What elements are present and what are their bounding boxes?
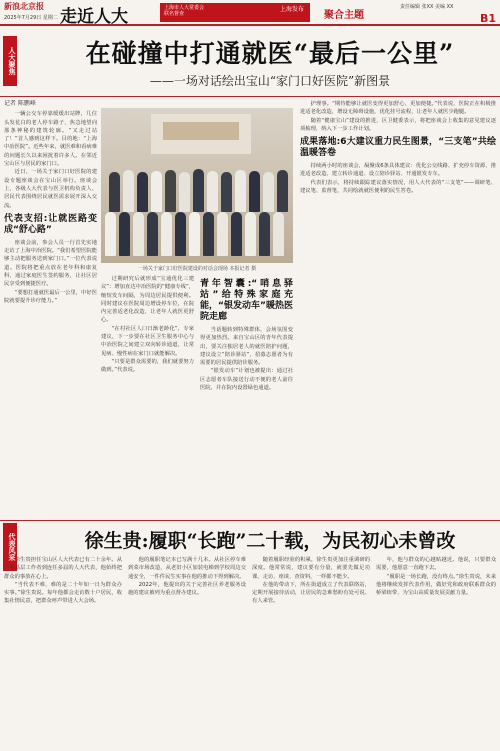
photo-person (273, 212, 284, 256)
article1-subheading-1: 代表支招:让就医路变成“舒心路” (4, 213, 97, 235)
article2-column-1 (4, 556, 122, 748)
article2-column-3 (252, 556, 370, 748)
article1-headline: 在碰撞中打通就医“最后一公里” (85, 39, 455, 68)
article1-column-2 (101, 275, 194, 520)
paragraph: 近日，一场关于家门口好医院的建设专题座谈会在宝山区举行。座谈会上，各级人大代表与医卫机构负责人、居民代表围绕居民就医需求展开深入交流。 (4, 169, 97, 209)
photo-person (133, 212, 144, 256)
photo-caption: 一场关于家门口好医院建设的对话会现场 本报记者 摄 (137, 266, 257, 272)
photo-person (249, 171, 260, 212)
photo-person (221, 172, 232, 212)
paragraph: “在村社区人口日渐老龄化”，专家建议，下一步要在社区卫生服务中心与中冶医院之间建立双向转诊通道，让常见病、慢性病在家门口就能解决。 (101, 325, 194, 357)
photo-person (109, 172, 120, 212)
photo-person (165, 170, 176, 212)
photo-person (263, 172, 274, 212)
paragraph: 随着“健康宝山”建设的推进，区卫健委表示，将把座谈会上收集的意见建议逐项梳理，纳入下一步工作计划。 (300, 117, 496, 132)
article2-column-2 (128, 556, 246, 748)
article1-column-1 (4, 100, 97, 520)
photo-person (259, 212, 270, 256)
photo-person (207, 171, 218, 212)
photo-person (161, 212, 172, 256)
topic-label: 聚合主题 (324, 10, 364, 21)
paragraph: 过期研究后就形成“宝通优化三建议”：增加直达中冶医院的“健康专线”，缩短发车间隔，为周边居民提供便利。同时建议在医院周边增设停车位，在院内完善适老化改造，让老年人就医更舒心。 (101, 276, 194, 324)
article1-column-3 (200, 275, 293, 520)
issue-date: 2025年7月29日 星期二 (4, 15, 58, 21)
photo-person (137, 172, 148, 212)
photo-person (217, 212, 228, 256)
photo-person (179, 172, 190, 212)
paragraph: 代表们表示，将持续跟踪建议落实情况，用人大代表的“三支笔”——调研笔、建议笔、监督笔，共同绘就就医便利的民生答卷。 (300, 179, 496, 195)
paper-name: 新浪北京报 (4, 1, 44, 11)
paragraph: 座谈会前，参会人员一行首先实地走访了上海中冶医院。“我们希望医院能够主动把服务送到家门口。”一位代表说道。医院将把重点放在老年科和康复科，通过家庭医生签约服务，让社区居民享受到便捷医疗。 (4, 239, 97, 288)
photo-front-row (105, 212, 289, 256)
photo-person (193, 169, 204, 212)
article1-subhead: ——一场对话绘出宝山“家门口好医院”新图景 (149, 74, 391, 88)
paragraph: 在他的带动下，所在街道成立了代表联络站，定期开展接待活动，让居民的急难愁盼有处可说、有人来管。 (252, 581, 370, 605)
paragraph: “履职是一场长跑，没有终点。”徐生贵说，未来他将继续发挥代表作用，做好党和政府联系群众的桥梁纽带，为宝山高质量发展贡献力量。 (376, 573, 496, 597)
paragraph: 他的履职笔记本已写满十几本。从社区停车难到菜市场改造，从老旧小区加装电梯到学校周边交通安全，一件件民生实事在他的推动下得到解决。 (128, 557, 246, 580)
paragraph: 持续两小时的座谈会，凝聚成6条具体建议：优化公交线路、扩充停车资源、推进适老改造、建立转诊通道、设立陪诊驿站、开通银发专车。 (300, 163, 496, 178)
article2-column-4 (376, 556, 496, 748)
paragraph: 随着履职经验的积累，徐生贵更加注重调研的深度。他常常说，建议要有分量，就要先做足功课，走访、座谈、查资料，一样都不能少。 (252, 557, 370, 580)
paragraph: 2022年，他提出的关于完善社区养老服务设施的建议被列为重点督办建议。 (128, 581, 246, 597)
photo-person (189, 212, 200, 256)
side-tab-profile: 代表风采 (3, 523, 17, 571)
photo-person (277, 170, 288, 212)
article1-byline: 记者 陈鹏峰 (4, 100, 36, 107)
article1-subheading-2: 青年智囊:“哨息驿站”给特殊家庭充能，“银发动车”暖热医院走廊 (200, 279, 293, 322)
banner-line-2: 联名督查 (164, 11, 185, 17)
paragraph: 护理事。“期待能够让就医变得更加舒心、更加便捷。”代表说，医院正在积极推进适老化改造，增设无障碍设施，优化挂号流程，让老年人就医少跑腿。 (300, 101, 496, 116)
side-tab-focus: 人大聚焦 (3, 36, 17, 86)
banner-line-1: 上海市人大常委会 (164, 5, 205, 11)
photo-back-row (105, 168, 289, 212)
photo-person (175, 212, 186, 256)
paragraph: 年，他与群众的心越贴越近。他说，只要群众需要，他愿意一直跑下去。 (376, 557, 496, 572)
divider (0, 520, 500, 521)
photo-person (231, 212, 242, 256)
photo-person (105, 212, 116, 256)
paragraph: 徐生贵担任宝山区人大代表已有二十余年。从一名基层工作者到连任多届的人大代表，他始终把群众的事放在心上。 (4, 557, 122, 580)
divider (0, 96, 500, 97)
masthead (0, 0, 500, 26)
photo-person (147, 212, 158, 256)
paragraph: “银发动车”计划也被提出：通过社区志愿者车队接送行动不便的老人前往医院，并在院内设置绿色通道。 (200, 368, 293, 392)
photo-person (235, 170, 246, 212)
article1-column-4 (300, 100, 496, 520)
page-number: B1 (479, 12, 496, 25)
event-photo (101, 108, 293, 263)
paragraph: “要想打通就医最后一公里，中好医院就要提升诊疗能力。” (4, 289, 97, 304)
photo-sign (163, 122, 239, 140)
photo-person (203, 212, 214, 256)
paragraph: “只要是群众需要的，我们就要努力做到。”代表说。 (101, 358, 194, 374)
photo-person (245, 212, 256, 256)
photo-person (123, 170, 134, 212)
article2-headline: 徐生贵:履职“长跑”二十载，为民初心未曾改 (84, 530, 456, 552)
article1-subheading-3: 成果落地:6大建议重力民生图景，“三支笔”共绘温暖答卷 (300, 137, 496, 159)
banner-line-3: 上海发布 (279, 6, 304, 13)
paragraph: 当话题转到特殊群体，会场氛围变得更加热烈。来自宝山区的青年代表提出，要关注独居老人的就医陪护问题，建议设立“陪诊驿站”，招募志愿者为有需要的居民提供陪诊服务。 (200, 327, 293, 367)
photo-person (151, 171, 162, 212)
paragraph: “当代表不难，难的是二十年如一日为群众办实事。”徐生贵说。每年他都会走访数十户居民，收集社情民意，把群众呼声带进人大会场。 (4, 581, 122, 605)
masthead-banner (160, 3, 310, 22)
photo-person (119, 212, 130, 256)
section-title: 走近人大 (60, 7, 128, 27)
paragraph: 一辆公交车停靠缓缓出站牌，几位头发花白的老人停车路子，焦急地望向那条神秘的建筑轮廓。“又走过站了！”首人感到这样下。目的地：“上海中冶医院”。近些年来，就医难和看病难的问题长久以来困扰着许多人。在邻近宝山区与居民的家门口。 (4, 111, 97, 168)
editor-credit: 责任编辑 张XX 美编 XX (400, 4, 454, 10)
